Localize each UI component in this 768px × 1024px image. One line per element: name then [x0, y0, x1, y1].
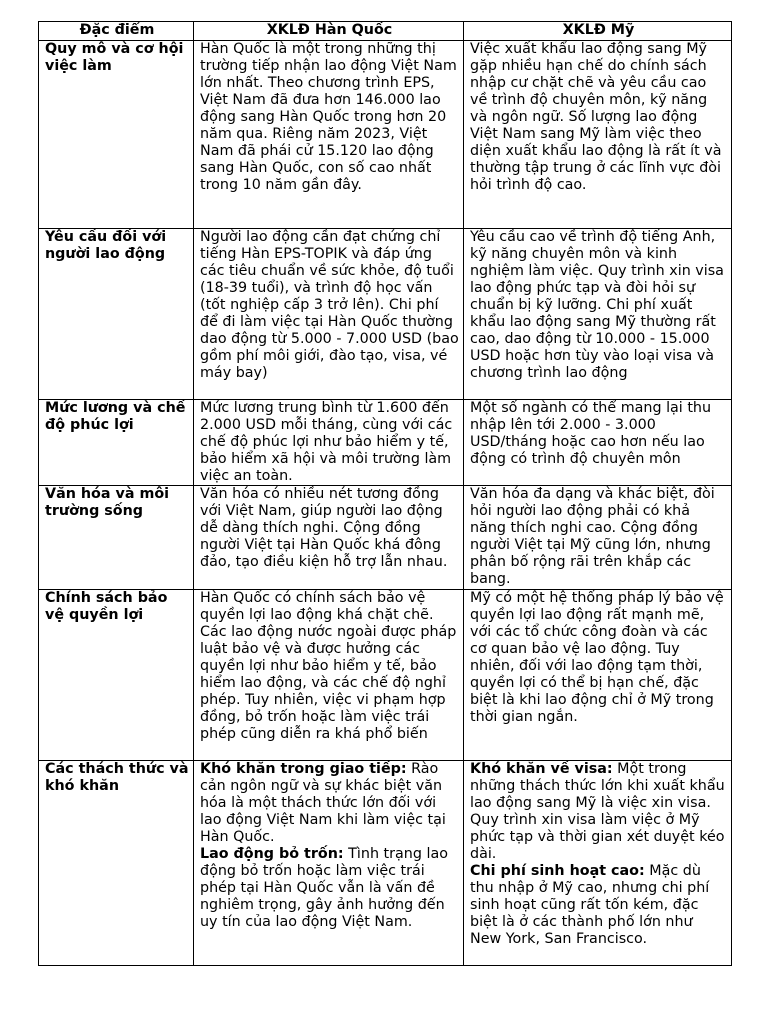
row-label: Các thách thức và khó khăn — [39, 761, 194, 966]
usa-challenge-lead: Khó khăn về visa: — [470, 761, 613, 777]
table-row — [39, 229, 732, 400]
table-row — [39, 400, 732, 486]
usa-cell: Việc xuất khẩu lao động sang Mỹ gặp nhiều hạn chế do chính sách nhập cư chặt chẽ và yêu cầu cao về trình độ chuyên môn, kỹ năng và ngôn ngữ. Số lượng lao động Việt Nam sang Mỹ làm việc theo diện xuất khẩu lao động là rất ít và thường tập trung ở các lĩnh vực đòi hỏi trình độ cao. — [464, 41, 732, 229]
header-row — [39, 22, 732, 41]
table-row — [39, 590, 732, 761]
row-label: Quy mô và cơ hội việc làm — [39, 41, 194, 229]
table-row — [39, 486, 732, 590]
usa-cell: Một số ngành có thể mang lại thu nhập lên tới 2.000 - 3.000 USD/tháng hoặc cao hơn nếu lao động có trình độ chuyên môn — [464, 400, 732, 486]
korea-cell — [194, 761, 464, 966]
korea-cell: Hàn Quốc là một trong những thị trường tiếp nhận lao động Việt Nam lớn nhất. Theo chương trình EPS, Việt Nam đã đưa hơn 146.000 lao động sang Hàn Quốc trong hơn 20 năm qua. Riêng năm 2023, Việt Nam đã phái cử 15.120 lao động sang Hàn Quốc, con số cao nhất trong 10 năm gần đây. — [194, 41, 464, 229]
usa-challenge-paragraph — [470, 761, 727, 863]
row-label: Yêu cầu đối với người lao động — [39, 229, 194, 400]
usa-cell: Văn hóa đa dạng và khác biệt, đòi hỏi người lao động phải có khả năng thích nghi cao. Cộng đồng người Việt tại Mỹ cũng lớn, nhưng phân bố rộng rãi trên khắp các bang. — [464, 486, 732, 590]
table-row — [39, 41, 732, 229]
table-row — [39, 761, 732, 966]
korea-challenge-paragraph — [200, 761, 459, 846]
header-korea: XKLĐ Hàn Quốc — [194, 22, 464, 41]
korea-cell: Người lao động cần đạt chứng chỉ tiếng Hàn EPS-TOPIK và đáp ứng các tiêu chuẩn về sức khỏe, độ tuổi (18-39 tuổi), và trình độ học vấn (tốt nghiệp cấp 3 trở lên). Chi phí để đi làm việc tại Hàn Quốc thường dao động từ 5.000 - 7.000 USD (bao gồm phí môi giới, đào tạo, visa, vé máy bay) — [194, 229, 464, 400]
korea-cell: Văn hóa có nhiều nét tương đồng với Việt Nam, giúp người lao động dễ dàng thích nghi. Cộng đồng người Việt tại Hàn Quốc khá đông đảo, tạo điều kiện hỗ trợ lẫn nhau. — [194, 486, 464, 590]
header-usa: XKLĐ Mỹ — [464, 22, 732, 41]
row-label: Văn hóa và môi trường sống — [39, 486, 194, 590]
korea-challenge-text: Rào cản ngôn ngữ và sự khác biệt văn hóa là một thách thức lớn đối với lao động Việt Nam khi làm việc tại Hàn Quốc. — [200, 761, 446, 845]
usa-cell: Yêu cầu cao về trình độ tiếng Anh, kỹ năng chuyên môn và kinh nghiệm làm việc. Quy trình xin visa lao động phức tạp và đòi hỏi sự chuẩn bị kỹ lưỡng. Chi phí xuất khẩu lao động sang Mỹ thường rất cao, dao động từ 10.000 - 15.000 USD hoặc hơn tùy vào loại visa và chương trình lao động — [464, 229, 732, 400]
header-feature: Đặc điểm — [39, 22, 194, 41]
usa-challenge-text: Mặc dù thu nhập ở Mỹ cao, nhưng chi phí sinh hoạt cũng rất tốn kém, đặc biệt là ở các thành phố lớn như New York, San Francisco. — [470, 863, 710, 947]
usa-challenge-lead: Chi phí sinh hoạt cao: — [470, 863, 645, 879]
korea-challenge-lead: Lao động bỏ trốn: — [200, 846, 344, 862]
korea-cell: Hàn Quốc có chính sách bảo vệ quyền lợi lao động khá chặt chẽ. Các lao động nước ngoài được pháp luật bảo vệ và được hưởng các quyền lợi như bảo hiểm y tế, bảo hiểm lao động, và các chế độ nghỉ phép. Tuy nhiên, việc vi phạm hợp đồng, bỏ trốn hoặc làm việc trái phép cũng diễn ra khá phổ biến — [194, 590, 464, 761]
usa-cell: Mỹ có một hệ thống pháp lý bảo vệ quyền lợi lao động rất mạnh mẽ, với các tổ chức công đoàn và các cơ quan bảo vệ lao động. Tuy nhiên, đối với lao động tạm thời, quyền lợi có thể bị hạn chế, đặc biệt là khi lao động chỉ ở Mỹ trong thời gian ngắn. — [464, 590, 732, 761]
row-label: Mức lương và chế độ phúc lợi — [39, 400, 194, 486]
comparison-table — [38, 21, 732, 966]
usa-challenge-paragraph — [470, 863, 727, 948]
korea-challenge-text: Tình trạng lao động bỏ trốn hoặc làm việc trái phép tại Hàn Quốc vẫn là vấn đề nghiêm trọng, gây ảnh hưởng đến uy tín của lao động Việt Nam. — [200, 846, 448, 930]
korea-challenge-lead: Khó khăn trong giao tiếp: — [200, 761, 407, 777]
korea-challenge-paragraph — [200, 846, 459, 931]
usa-cell — [464, 761, 732, 966]
row-label: Chính sách bảo vệ quyền lợi — [39, 590, 194, 761]
usa-challenge-text: Một trong những thách thức lớn khi xuất khẩu lao động sang Mỹ là việc xin visa. Quy trình xin visa làm việc ở Mỹ phức tạp và thời gian xét duyệt kéo dài. — [470, 761, 725, 862]
korea-cell: Mức lương trung bình từ 1.600 đến 2.000 USD mỗi tháng, cùng với các chế độ phúc lợi như bảo hiểm y tế, bảo hiểm xã hội và môi trường làm việc an toàn. — [194, 400, 464, 486]
